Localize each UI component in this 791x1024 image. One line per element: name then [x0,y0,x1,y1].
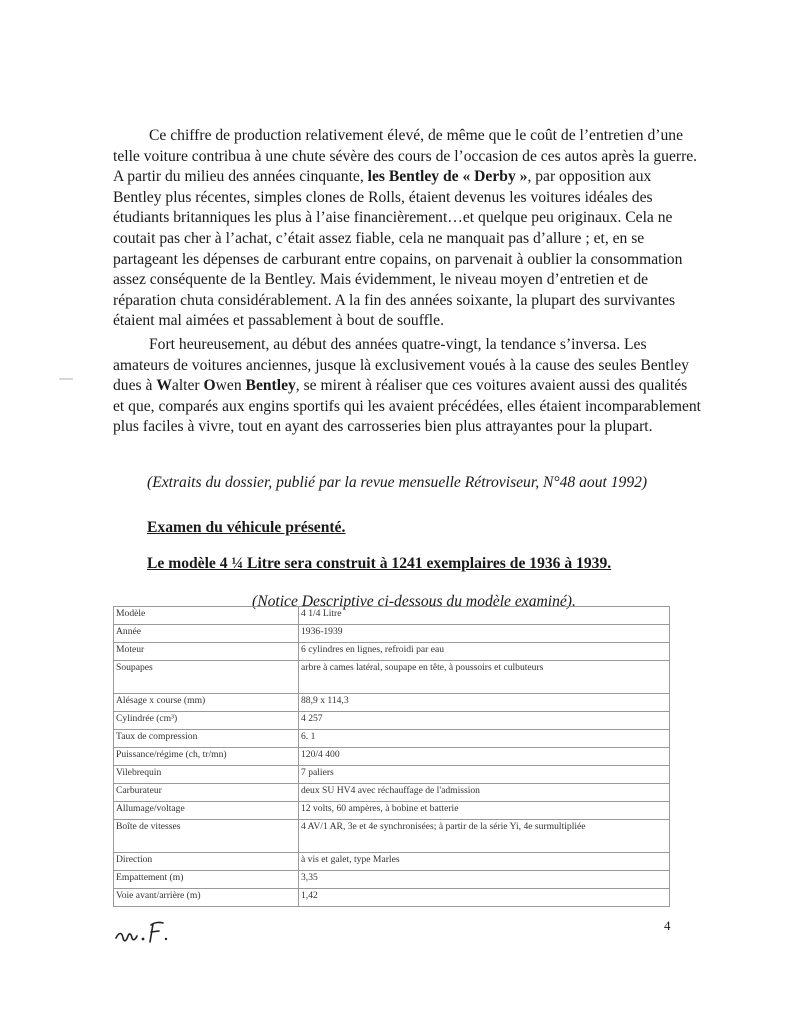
table-row [114,694,670,712]
paragraph-text: Fort heureusement, au début des années quatre-vingt, la tendance s’inversa. Les amateurs de voitures anciennes, jusque là exclusivement voués à la cause des seules Bentley dues à [113,336,689,395]
paragraph-text: alter [171,377,204,395]
spec-label: Modèle [114,607,299,625]
paragraph-text: Ce chiffre de production relativement élevé, de même que le coût de l’entretien d’une telle voiture contribua à une chute sévère des cours de l’occasion de ces autos après la guerre. A partir du milieu des années cinquante, [113,127,698,186]
table-row [114,784,670,802]
section-heading-examen: Examen du véhicule présenté. [147,519,346,536]
bold-name: Bentley [245,377,296,395]
spec-label: Boîte de vitesses [114,820,299,853]
spec-value: 4 257 [299,712,670,730]
table-row [114,661,670,694]
source-citation: (Extraits du dossier, publié par la revue mensuelle Rétroviseur, N°48 aout 1992) [147,474,648,491]
spec-value: 4 1/4 Litre [299,607,670,625]
paragraph-text: wen [215,377,246,395]
spec-label: Vilebrequin [114,766,299,784]
paragraph-production [113,126,701,332]
bold-initial: O [203,377,216,395]
spec-value: arbre à cames latéral, soupape en tête, à poussoirs et culbuteurs [299,661,670,694]
spec-label: Moteur [114,643,299,661]
table-row [114,820,670,853]
table-row [114,853,670,871]
page-number: 4 [664,918,671,933]
paragraph-revival [113,335,701,438]
handwritten-initials [113,918,173,951]
spec-value: 88,9 x 114,3 [299,694,670,712]
bold-initial: W [156,377,172,395]
scan-mark [59,378,73,380]
spec-label: Cylindrée (cm³) [114,712,299,730]
spec-label: Année [114,625,299,643]
spec-value: 3,35 [299,871,670,889]
table-row [114,748,670,766]
spec-label: Puissance/régime (ch, tr/mn) [114,748,299,766]
section-heading-modele: Le modèle 4 ¼ Litre sera construit à 1241 exemplaires de 1936 à 1939. [147,555,612,572]
table-row [114,802,670,820]
spec-value: à vis et galet, type Marles [299,853,670,871]
spec-label: Alésage x course (mm) [114,694,299,712]
spec-value: 1936-1939 [299,625,670,643]
table-row [114,625,670,643]
spec-value: 4 AV/1 AR, 3e et 4e synchronisées; à partir de la série Yi, 4e surmultipliée [299,820,670,853]
table-row [114,871,670,889]
table-caption: (Notice Descriptive ci-dessous du modèle examiné). [252,593,576,610]
signature-icon [113,918,173,946]
spec-label: Carburateur [114,784,299,802]
spec-value: 6 cylindres en lignes, refroidi par eau [299,643,670,661]
spec-value: 7 paliers [299,766,670,784]
table-row [114,766,670,784]
bold-phrase: les Bentley de « Derby » [367,168,528,186]
spec-value: 6. 1 [299,730,670,748]
paragraph-text: , se mirent à réaliser que ces voitures avaient aussi des qualités et que, comparés aux engins sportifs qui les avaient précédées, elles étaient incomparablement plus faciles à vivre, tout en ayant des carrosseries bien plus attrayantes pour la plupart. [113,377,702,436]
spec-label: Empattement (m) [114,871,299,889]
spec-label: Direction [114,853,299,871]
spec-value: 120/4 400 [299,748,670,766]
spec-table [113,606,670,907]
spec-label: Voie avant/arrière (m) [114,889,299,907]
spec-label: Allumage/voltage [114,802,299,820]
table-row [114,712,670,730]
table-row [114,889,670,907]
spec-label: Soupapes [114,661,299,694]
spec-value: 12 volts, 60 ampères, à bobine et batterie [299,802,670,820]
spec-label: Taux de compression [114,730,299,748]
paragraph-text: , par opposition aux Bentley plus récentes, simples clones de Rolls, étaient devenus les voitures idéales des étudiants britanniques les plus à l’aise financièrement…et quelque peu originaux. Cela ne coutait pas cher à l’achat, c’était assez fiable, cela ne manquait pas d’allure ; et, en se partageant les dépenses de carburant entre copains, on parvenait à oublier la consommation assez conséquente de la Bentley. Mais évidemment, le niveau moyen d’entretien et de réparation chuta considérablement. A la fin des années soixante, la plupart des survivantes étaient mal aimées et passablement à bout de souffle. [113,168,683,330]
spec-value: 1,42 [299,889,670,907]
table-row [114,643,670,661]
table-row [114,730,670,748]
spec-value: deux SU HV4 avec réchauffage de l'admission [299,784,670,802]
table-row [114,607,670,625]
